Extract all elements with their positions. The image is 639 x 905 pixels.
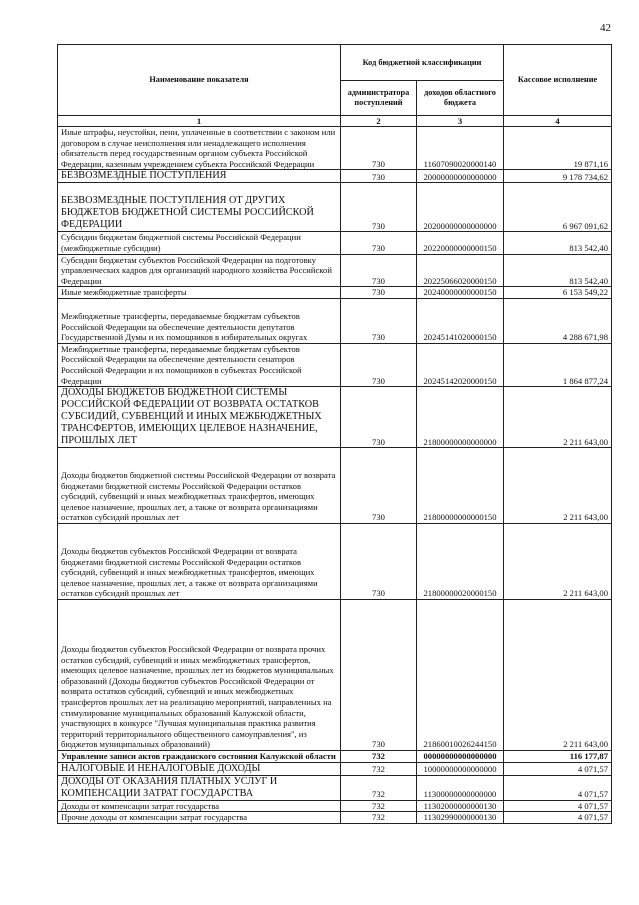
cash-execution-amount: 2 211 643,00 [504,524,612,600]
table-row [58,448,612,524]
income-code: 20225066020000150 [417,254,504,287]
indicator-name: ДОХОДЫ БЮДЖЕТОВ БЮДЖЕТНОЙ СИСТЕМЫ РОССИЙСКОЙ ФЕДЕРАЦИИ ОТ ВОЗВРАТА ОСТАТКОВ СУБСИДИЙ, СУБВЕНЦИЙ И ИНЫХ МЕЖБЮДЖЕТНЫХ ТРАНСФЕРТОВ, ИМЕЮЩИХ ЦЕЛЕВОЕ НАЗНАЧЕНИЕ, ПРОШЛЫХ ЛЕТ [58,387,341,448]
income-code: 11607090020000140 [417,127,504,170]
income-code: 11302000000000130 [417,800,504,812]
indicator-name: Иные штрафы, неустойки, пени, уплаченные в соответствии с законом или договором в случае неисполнения или ненадлежащего исполнения обязательств перед государственным органом субъекта Российской Федерации, казенным учреждением субъекта Российской Федерации [58,127,341,170]
administrator-code: 732 [341,800,417,812]
income-code: 21800000020000150 [417,524,504,600]
administrator-code: 730 [341,170,417,183]
indicator-name: Прочие доходы от компенсации затрат государства [58,812,341,824]
indicator-name: Межбюджетные трансферты, передаваемые бюджетам субъектов Российской Федерации на обеспечение деятельности депутатов Государственной Думы и их помощников в избирательных округах [58,298,341,343]
income-code: 20200000000000000 [417,183,504,232]
cash-execution-amount: 4 288 671,98 [504,298,612,343]
administrator-code: 732 [341,775,417,800]
column-number-row [58,116,612,127]
administrator-code: 732 [341,762,417,775]
indicator-name: Субсидии бюджетам бюджетной системы Российской Федерации (межбюджетные субсидии) [58,232,341,254]
administrator-code: 730 [341,232,417,254]
table-row [58,170,612,183]
income-code: 11300000000000000 [417,775,504,800]
income-code: 00000000000000000 [417,750,504,762]
page-number: 42 [600,22,611,34]
table-row [58,183,612,232]
cash-execution-amount: 813 542,40 [504,254,612,287]
cash-execution-amount: 2 211 643,00 [504,600,612,751]
cash-execution-amount: 4 071,57 [504,775,612,800]
indicator-name: Иные межбюджетные трансферты [58,287,341,299]
cash-execution-amount: 4 071,57 [504,812,612,824]
indicator-name: БЕЗВОЗМЕЗДНЫЕ ПОСТУПЛЕНИЯ ОТ ДРУГИХ БЮДЖЕТОВ БЮДЖЕТНОЙ СИСТЕМЫ РОССИЙСКОЙ ФЕДЕРАЦИИ [58,183,341,232]
table-row [58,387,612,448]
indicator-name: ДОХОДЫ ОТ ОКАЗАНИЯ ПЛАТНЫХ УСЛУГ И КОМПЕНСАЦИИ ЗАТРАТ ГОСУДАРСТВА [58,775,341,800]
header-row [58,45,612,81]
column-number: 2 [341,116,417,127]
income-code: 20245142020000150 [417,343,504,386]
table-row [58,762,612,775]
administrator-code: 730 [341,524,417,600]
cash-execution-amount: 19 871,16 [504,127,612,170]
header-code-group: Код бюджетной классификации [341,45,504,81]
administrator-code: 730 [341,343,417,386]
administrator-code: 730 [341,254,417,287]
table-row [58,775,612,800]
header-indicator-name: Наименование показателя [58,45,341,116]
budget-revenue-table [57,44,612,824]
administrator-code: 732 [341,750,417,762]
indicator-name: Доходы бюджетов субъектов Российской Федерации от возврата прочих остатков субсидий, субвенций и иных межбюджетных трансфертов, имеющих целевое назначение, прошлых лет из бюджетов муниципальных образований (Доходы бюджетов субъектов Российской Федерации от возврата остатков субсидий, субвенций и иных межбюджетных трансфертов прошлых лет на реализацию мероприятий, направленных на стимулирование муниципальных образований Калужской области, участвующих в конкурсе "Лучшая муниципальная практика развития территорий территориального общественного самоуправления", из бюджетов муниципальных образований) [58,600,341,751]
administrator-code: 730 [341,287,417,299]
income-code: 20240000000000150 [417,287,504,299]
column-number: 1 [58,116,341,127]
cash-execution-amount: 9 178 734,62 [504,170,612,183]
indicator-name: Межбюджетные трансферты, передаваемые бюджетам субъектов Российской Федерации на обеспечение деятельности сенаторов Российской Федерации и их помощников в субъектах Российской Федерации [58,343,341,386]
administrator-code: 730 [341,127,417,170]
table-row [58,254,612,287]
administrator-code: 730 [341,387,417,448]
indicator-name: Управление записи актов гражданского состояния Калужской области [58,750,341,762]
cash-execution-amount: 2 211 643,00 [504,387,612,448]
cash-execution-amount: 6 967 091,62 [504,183,612,232]
cash-execution-amount: 1 864 877,24 [504,343,612,386]
income-code: 20000000000000000 [417,170,504,183]
header-cash-execution: Кассовое исполнение [504,45,612,116]
cash-execution-amount: 4 071,57 [504,762,612,775]
indicator-name: Субсидии бюджетам субъектов Российской Федерации на подготовку управленческих кадров для организаций народного хозяйства Российской Федерации [58,254,341,287]
income-code: 20220000000000150 [417,232,504,254]
header-income-code: доходов областного бюджета [417,81,504,116]
income-code: 20245141020000150 [417,298,504,343]
indicator-name: БЕЗВОЗМЕЗДНЫЕ ПОСТУПЛЕНИЯ [58,170,341,183]
income-code: 10000000000000000 [417,762,504,775]
table-row [58,343,612,386]
income-code: 21860010026244150 [417,600,504,751]
table-row [58,800,612,812]
administrator-code: 730 [341,448,417,524]
table-row [58,750,612,762]
cash-execution-amount: 116 177,87 [504,750,612,762]
table-row [58,812,612,824]
indicator-name: Доходы бюджетов субъектов Российской Федерации от возврата бюджетами бюджетной системы Российской Федерации остатков субсидий, субвенций и иных межбюджетных трансфертов, имеющих целевое назначение, прошлых лет, а также от возврата организациями остатков субсидий прошлых лет [58,524,341,600]
table-row [58,298,612,343]
cash-execution-amount: 6 153 549,22 [504,287,612,299]
administrator-code: 730 [341,298,417,343]
indicator-name: Доходы бюджетов бюджетной системы Российской Федерации от возврата бюджетами бюджетной системы Российской Федерации остатков субсидий, субвенций и иных межбюджетных трансфертов, имеющих целевое назначение, прошлых лет, а также от возврата организациями остатков субсидий прошлых лет [58,448,341,524]
indicator-name: Доходы от компенсации затрат государства [58,800,341,812]
header-administrator: администратора поступлений [341,81,417,116]
income-code: 21800000000000150 [417,448,504,524]
administrator-code: 730 [341,600,417,751]
cash-execution-amount: 2 211 643,00 [504,448,612,524]
indicator-name: НАЛОГОВЫЕ И НЕНАЛОГОВЫЕ ДОХОДЫ [58,762,341,775]
cash-execution-amount: 4 071,57 [504,800,612,812]
cash-execution-amount: 813 542,40 [504,232,612,254]
income-code: 21800000000000000 [417,387,504,448]
table-row [58,287,612,299]
table-row [58,232,612,254]
table-row [58,600,612,751]
income-code: 11302990000000130 [417,812,504,824]
administrator-code: 730 [341,183,417,232]
column-number: 4 [504,116,612,127]
administrator-code: 732 [341,812,417,824]
table-row [58,127,612,170]
column-number: 3 [417,116,504,127]
table-row [58,524,612,600]
